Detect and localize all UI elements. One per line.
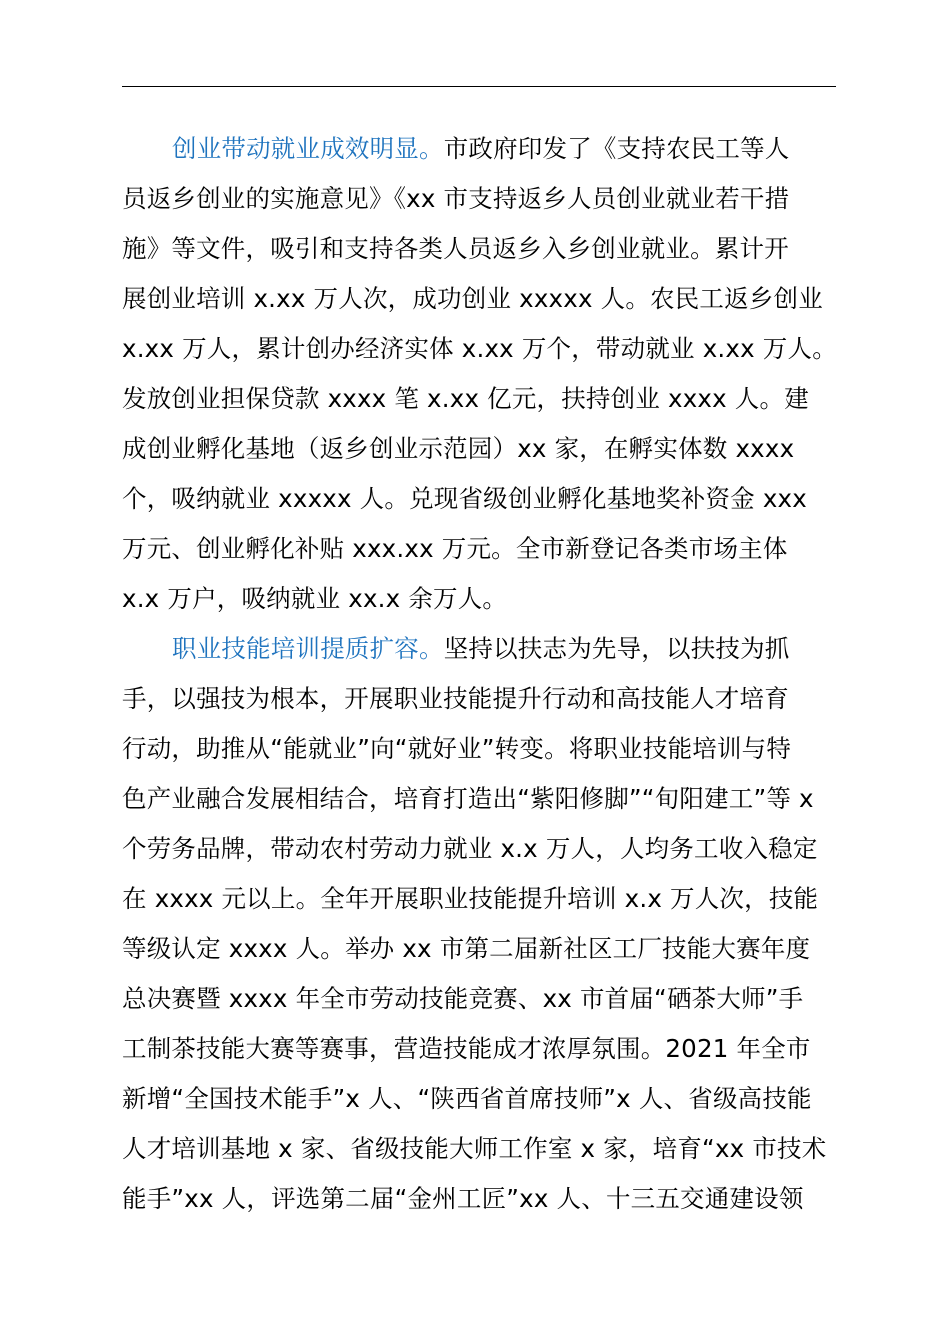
paragraph-entrepreneurship bbox=[122, 124, 838, 624]
paragraph-line: 在 xxxx 元以上。全年开展职业技能提升培训 x.x 万人次，技能 bbox=[122, 884, 819, 913]
paragraph-line: 色产业融合发展相结合，培育打造出“紫阳修脚”“旬阳建工”等 x bbox=[122, 784, 814, 813]
paragraph-line: 行动，助推从“能就业”向“就好业”转变。将职业技能培训与特 bbox=[122, 734, 792, 763]
paragraph-line: 等级认定 xxxx 人。举办 xx 市第二届新社区工厂技能大赛年度 bbox=[122, 934, 811, 963]
paragraph-line: 个，吸纳就业 xxxxx 人。兑现省级创业孵化基地奖补资金 xxx bbox=[122, 484, 807, 513]
header-rule bbox=[122, 86, 836, 87]
paragraph-line: 创业带动就业成效明显。市政府印发了《支持农民工等人 bbox=[172, 134, 790, 163]
paragraph-line: 职业技能培训提质扩容。坚持以扶志为先导，以扶技为抓 bbox=[172, 634, 790, 663]
paragraph-line: 新增“全国技术能手”x 人、“陕西省首席技师”x 人、省级高技能 bbox=[122, 1084, 812, 1113]
paragraph-line: x.xx 万人，累计创办经济实体 x.xx 万个，带动就业 x.xx 万人。 bbox=[122, 334, 837, 363]
document-body bbox=[122, 124, 838, 1224]
paragraph-heading: 创业带动就业成效明显。 bbox=[172, 134, 444, 163]
paragraph-heading: 职业技能培训提质扩容。 bbox=[172, 634, 444, 663]
paragraph-line: 工制茶技能大赛等赛事，营造技能成才浓厚氛围。2021 年全市 bbox=[122, 1034, 811, 1063]
paragraph-line: 人才培训基地 x 家、省级技能大师工作室 x 家，培育“xx 市技术 bbox=[122, 1134, 827, 1163]
paragraph-line: 个劳务品牌，带动农村劳动力就业 x.x 万人，人均务工收入稳定 bbox=[122, 834, 818, 863]
paragraph-line: 发放创业担保贷款 xxxx 笔 x.xx 亿元，扶持创业 xxxx 人。建 bbox=[122, 384, 809, 413]
paragraph-line: 能手”xx 人，评选第二届“金州工匠”xx 人、十三五交通建设领 bbox=[122, 1184, 804, 1213]
paragraph-line: 施》等文件，吸引和支持各类人员返乡入乡创业就业。累计开 bbox=[122, 234, 789, 263]
paragraph-vocational-training bbox=[122, 624, 838, 1224]
paragraph-line: 员返乡创业的实施意见》《xx 市支持返乡人员创业就业若干措 bbox=[122, 184, 790, 213]
paragraph-line: x.x 万户，吸纳就业 xx.x 余万人。 bbox=[122, 584, 508, 613]
paragraph-line: 手，以强技为根本，开展职业技能提升行动和高技能人才培育 bbox=[122, 684, 789, 713]
paragraph-line: 成创业孵化基地（返乡创业示范园）xx 家，在孵实体数 xxxx bbox=[122, 434, 795, 463]
paragraph-line: 总决赛暨 xxxx 年全市劳动技能竞赛、xx 市首届“硒茶大师”手 bbox=[122, 984, 804, 1013]
paragraph-line: 展创业培训 x.xx 万人次，成功创业 xxxxx 人。农民工返乡创业 bbox=[122, 284, 823, 313]
paragraph-line: 万元、创业孵化补贴 xxx.xx 万元。全市新登记各类市场主体 bbox=[122, 534, 788, 563]
